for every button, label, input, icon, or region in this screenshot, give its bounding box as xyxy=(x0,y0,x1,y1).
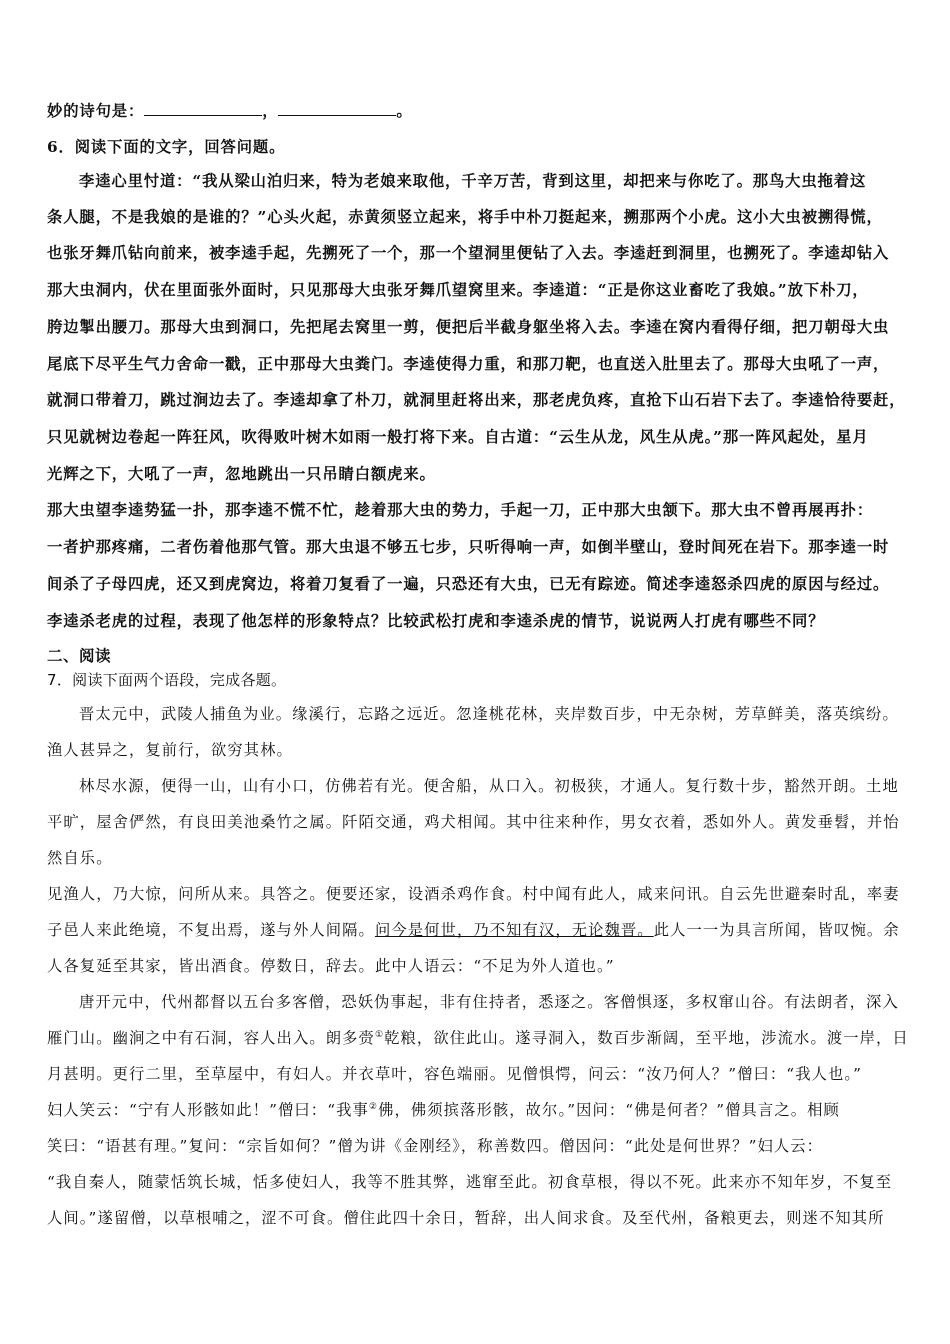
q6-para1-line: 也张牙舞爪钻向前来，被李逵手起，先搠死了一个，那一个望洞里便钻了入去。李逵赶到洞里，也搠死了。李逵却钻入 xyxy=(47,244,890,262)
q7-p1-line: 晋太元中，武陵人捕鱼为业。缘溪行，忘路之远近。忽逢桃花林，夹岸数百步，中无杂树，芳草鲜美，落英缤纷。 xyxy=(79,705,899,723)
q7-p3-line: 人各复延至其家，皆出酒食。停数日，辞去。此中人语云：“不足为外人道也。” xyxy=(47,957,615,975)
q7-p4-text: 妇人笑云：“宁有人形骸如此！”僧曰：“我事 xyxy=(47,1101,369,1119)
q6-title: 6．阅读下面的文字，回答问题。 xyxy=(47,138,286,156)
q6-question: 李逵杀老虎的过程，表现了他怎样的形象特点？比较武松打虎和李逵杀虎的情节，说说两人打虎有哪些不同？ xyxy=(47,612,825,630)
answer-blank-1[interactable] xyxy=(144,101,262,116)
q7-p2-line: 平旷，屋舍俨然，有良田美池桑竹之属。阡陌交通，鸡犬相闻。其中往来种作，男女衣着，悉如外人。黄发垂髫，并怡 xyxy=(47,813,900,831)
footnote-marker-2: ② xyxy=(368,1101,379,1112)
q7-p4-line: 笑曰：“语甚有理。”复问：“宗旨如何？”僧为讲《金刚经》，称善数四。僧因问：“此处是何世界？”妇人云： xyxy=(47,1137,824,1155)
q7-p4-line: 唐开元中，代州都督以五台多客僧，恐妖伪事起，非有住持者，悉逐之。客僧惧逐，多权窜山谷。有法朗者，深入 xyxy=(79,993,899,1011)
q6-para1-line: 就洞口带着刀，跳过涧边去了。李逵却拿了朴刀，就洞里赶将出来，那老虎负疼，直抢下山石岩下去了。李逵恰待要赶， xyxy=(47,391,906,409)
footnote-marker-1: ① xyxy=(374,1029,385,1040)
q7-p4-line xyxy=(47,1100,909,1120)
section-heading: 二、阅读 xyxy=(47,646,112,665)
q6-para2-line: 间杀了子母四虎，还又到虎窝边，将着刀复看了一遍，只恐还有大虫，已无有踪迹。简述李逵怒杀四虎的原因与经过。 xyxy=(47,575,890,593)
q7-p2-line: 然自乐。 xyxy=(47,849,113,867)
q5-tail-text: 妙的诗句是： xyxy=(47,102,145,120)
q6-para1-line: 尾底下尽平生气力舍命一戳，正中那母大虫粪门。李逵使得力重，和那刀靶，也直送入肚里去了。那母大虫吼了一声， xyxy=(47,355,890,373)
underlined-sentence: 问今是何世，乃不知有汉，无论魏晋。 xyxy=(374,921,654,939)
q7-p4-line xyxy=(47,1028,909,1048)
q7-p2-line: 林尽水源，便得一山，山有小口，仿佛若有光。便舍船，从口入。初极狭，才通人。复行数十步，豁然开朗。土地 xyxy=(79,777,899,795)
q7-p1-line: 渔人甚异之，复前行，欲穷其林。 xyxy=(47,741,293,759)
q6-para2-line: 那大虫望李逵势猛一扑，那李逵不慌不忙，趁着那大虫的势力，手起一刀，正中那大虫颔下。那大虫不曾再展再扑： xyxy=(47,501,874,519)
q6-para1-line: 李逵心里忖道：“我从梁山泊归来，特为老娘来取他，千辛万苦，背到这里，却把来与你吃了。那鸟大虫拖着这 xyxy=(79,172,867,190)
q7-p3-line: 见渔人，乃大惊，问所从来。具答之。便要还家，设酒杀鸡作食。村中闻有此人，咸来问讯。自云先世避秦时乱，率妻 xyxy=(47,885,900,903)
q7-p4-line: 人间。”遂留僧，以草根哺之，涩不可食。僧住此四十余日，暂辞，出人间求食。及至代州，备粮更去，则迷不知其所 xyxy=(47,1209,885,1227)
q5-end-mark: 。 xyxy=(396,102,413,120)
q7-p3-line xyxy=(47,920,909,940)
q6-para1-line: 胯边掣出腰刀。那母大虫到洞口，先把尾去窝里一剪，便把后半截身躯坐将入去。李逵在窝内看得仔细，把刀朝母大虫 xyxy=(47,318,890,336)
q6-para1-line: 条人腿，不是我娘的是谁的？”心头火起，赤黄须竖立起来，将手中朴刀挺起来，搠那两个小虎。这小大虫被搠得慌， xyxy=(47,208,883,226)
q7-p3-text: 此人一一为具言所闻，皆叹惋。余 xyxy=(653,921,900,939)
q7-p4-text: 雁门山。幽涧之中有石洞，容人出入。朗多赍 xyxy=(47,1029,375,1047)
q5-answer-line xyxy=(47,101,909,121)
q7-p4-line: “我自秦人，随蒙恬筑长城，恬多使妇人，我等不胜其弊，逃窜至此。初食草根，得以不死。此来亦不知年岁，不复至 xyxy=(47,1173,893,1191)
q6-para1-line: 那大虫洞内，伏在里面张外面时，只见那母大虫张牙舞爪望窝里来。李逵道：“正是你这业畜吃了我娘。”放下朴刀， xyxy=(47,281,869,299)
q6-para1-line: 只见就树边卷起一阵狂风，吹得败叶树木如雨一般打将下来。自古道：“云生从龙，风生从虎。”那一阵风起处，星月 xyxy=(47,428,869,446)
q7-title: 7．阅读下面两个语段，完成各题。 xyxy=(47,671,287,689)
q7-p3-text: 子邑人来此绝境，不复出焉，遂与外人间隔。 xyxy=(47,921,375,939)
q7-p4-text: 乾粮，欲住此山。遂寻洞入，数百步渐阔，至平地，涉流水。渡一岸，日 xyxy=(384,1029,909,1047)
q6-para2-line: 一者护那疼痛，二者伤着他那气管。那大虫退不够五七步，只听得响一声，如倒半壁山，登时间死在岩下。那李逵一时 xyxy=(47,538,890,556)
q7-p4-text: 佛，佛须摈落形骸，故尔。”因问：“佛是何者？”僧具言之。相顾 xyxy=(378,1101,840,1119)
answer-blank-2[interactable] xyxy=(278,101,396,116)
q6-para1-line: 光辉之下，大吼了一声，忽地跳出一只吊睛白额虎来。 xyxy=(47,465,436,483)
q5-separator: ， xyxy=(262,102,279,120)
q7-p4-line: 月甚明。更行二里，至草屋中，有妇人。并衣草叶，容色端丽。见僧惧愕，问云：“汝乃何人？”僧曰：“我人也。” xyxy=(47,1065,863,1083)
